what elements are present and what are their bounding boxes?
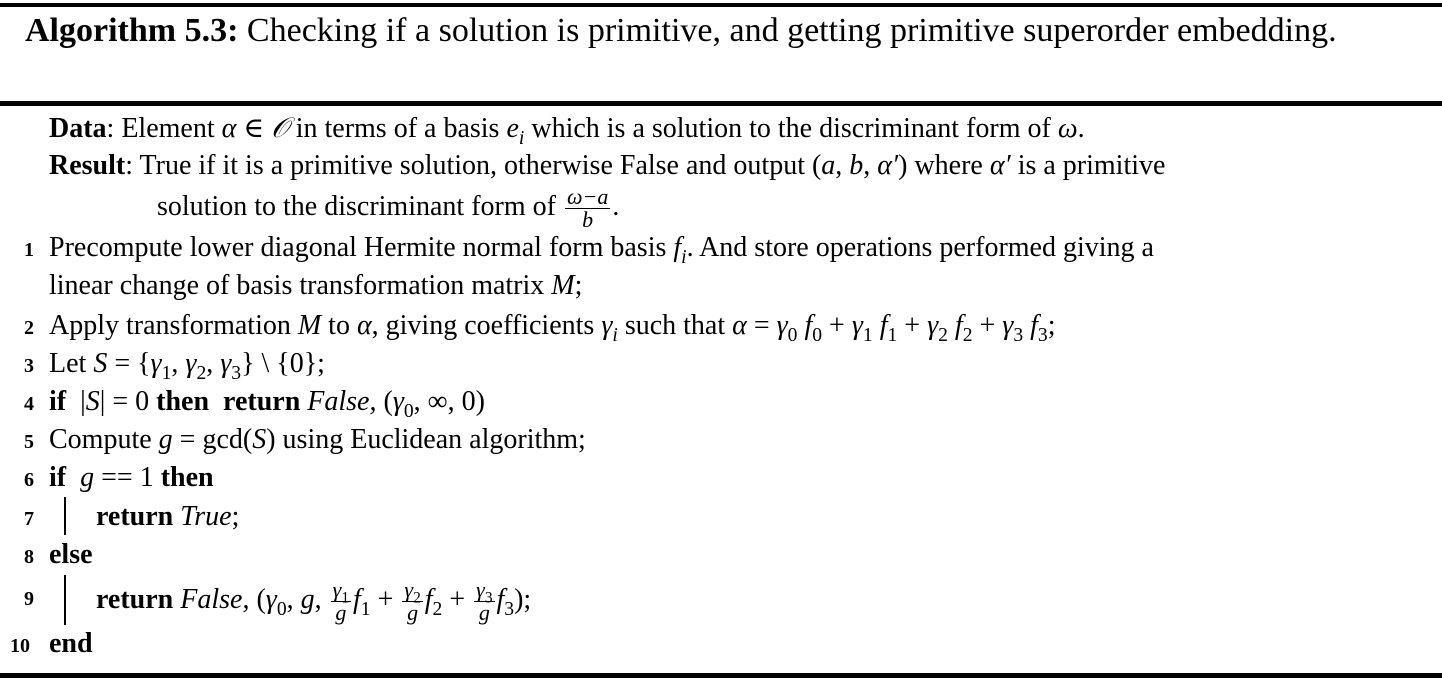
line-number: 2 bbox=[24, 317, 34, 339]
block-bar bbox=[64, 497, 66, 535]
step-3: Let $S = \{\gamma_1$, $\gamma_2$, $\gamma_3$} \ {0}; bbox=[49, 348, 325, 384]
data-label: Data bbox=[49, 113, 107, 144]
line-number: 10 bbox=[10, 635, 30, 657]
kw-return: return bbox=[223, 386, 301, 417]
kw-if: if bbox=[49, 386, 67, 417]
result-label: Result bbox=[49, 150, 126, 181]
value-true: True bbox=[180, 501, 232, 532]
data-line: Data: Element α ∈ 𝒪 in terms of a basis $e_i$ which is a solution to the discriminant form of ω. bbox=[49, 111, 1085, 149]
result-line-2: solution to the discriminant form of $\frac{\omega-a}{b}$ . bbox=[157, 184, 620, 232]
line-number: 8 bbox=[24, 546, 34, 568]
line-number: 3 bbox=[24, 355, 34, 377]
step-6: if g == 1 then bbox=[49, 462, 214, 493]
step-10 bbox=[49, 627, 93, 661]
step-8 bbox=[49, 538, 93, 572]
caption-label: Algorithm 5.3: bbox=[25, 12, 239, 49]
value-false: False, bbox=[307, 386, 377, 417]
kw-return: return bbox=[96, 583, 174, 615]
result-line: Result: True if it is a primitive solution, otherwise False and output (a, b, α′) where α′ is a primitive bbox=[49, 150, 1166, 181]
step-7: return True; bbox=[96, 501, 240, 532]
kw-end: end bbox=[49, 628, 93, 659]
step-2: Apply transformation M to α, giving coefficients $\gamma_i$ such that $\alpha = \gamma_0$ $f_0 + \gamma_1$ $f_1 + \gamma_2$ $f_2 + \gamma_3$ $f_3$; bbox=[49, 310, 1056, 346]
line-number: 6 bbox=[24, 469, 34, 491]
kw-then: then bbox=[156, 386, 210, 417]
step-1: Precompute lower diagonal Hermite normal form basis $f_i$. And store operations performed giving a bbox=[49, 232, 1154, 268]
line-number: 7 bbox=[24, 508, 34, 530]
kw-then: then bbox=[160, 462, 214, 493]
step-5: Compute g = gcd(S) using Euclidean algorithm; bbox=[49, 424, 586, 455]
line-number: 4 bbox=[24, 393, 34, 415]
value-false: False, bbox=[180, 583, 250, 615]
kw-if: if bbox=[49, 462, 67, 493]
step-1-cont: linear change of basis transformation matrix M; bbox=[49, 270, 583, 301]
top-rule bbox=[0, 3, 1442, 7]
line-number: 9 bbox=[24, 588, 34, 610]
line-number: 5 bbox=[24, 431, 34, 453]
kw-return: return bbox=[96, 501, 174, 532]
step-4: if |S| = 0 then return False, ($\gamma_0$, ∞, 0) bbox=[49, 386, 485, 422]
line-number: 1 bbox=[24, 239, 34, 261]
caption-rule bbox=[0, 101, 1442, 106]
caption-text: Checking if a solution is primitive, and getting primitive superorder embedding. bbox=[246, 12, 1337, 49]
algorithm-caption bbox=[25, 8, 1393, 53]
kw-else: else bbox=[49, 539, 93, 570]
step-9: return False, ($\gamma_0$, g, $\frac{\gamma_1}{g}$ $f_1$ + $\frac{\gamma_2}{g}$ $f_2$ + $\frac{\gamma_3}{g}$ $f_3$); bbox=[96, 577, 532, 625]
block-bar bbox=[64, 575, 66, 625]
bottom-rule bbox=[0, 673, 1442, 678]
